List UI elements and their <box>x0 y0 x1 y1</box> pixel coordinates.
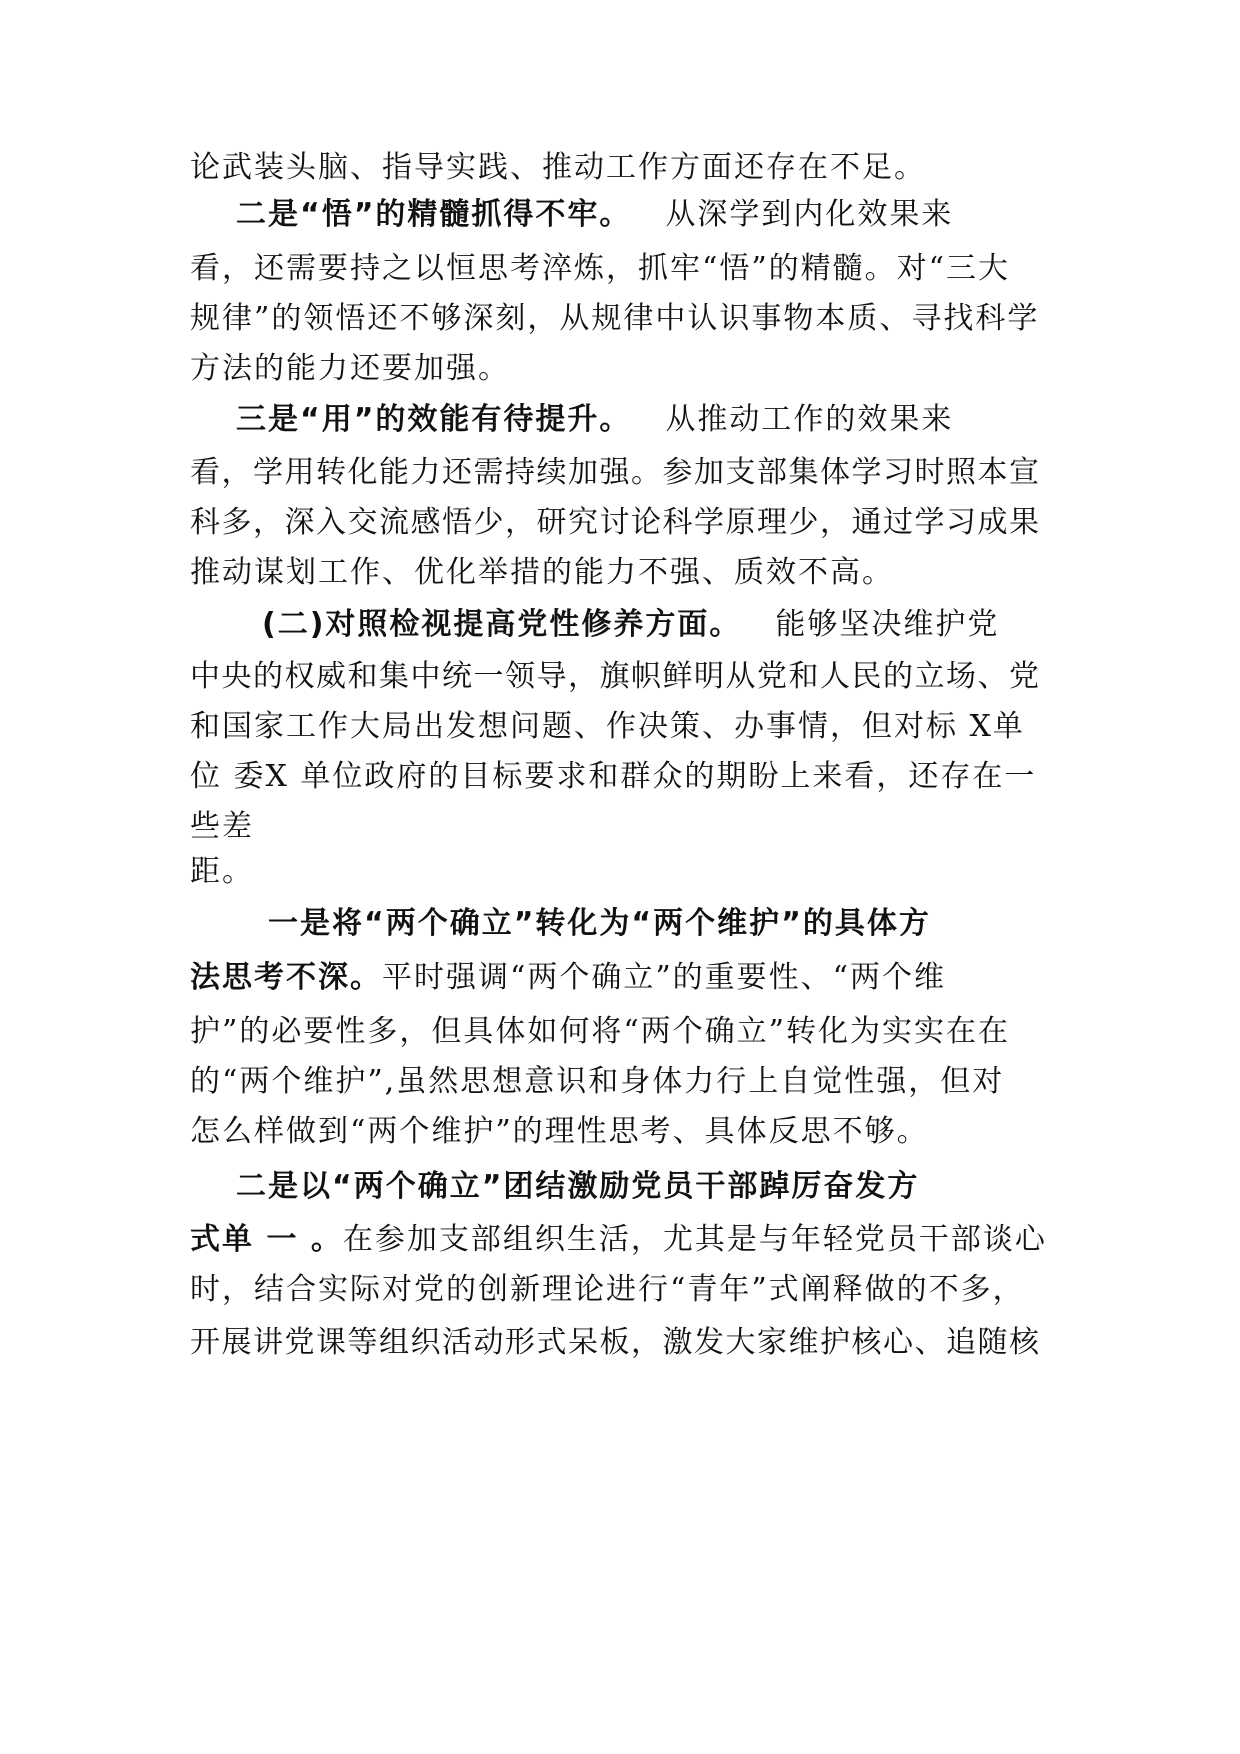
text-line: 看，还需要持之以恒思考淬炼，抓牢“悟”的精髓。对“三大 <box>190 251 1011 286</box>
paragraph-heading: 一是将“两个确立”转化为“两个维护”的具体方 <box>268 906 931 941</box>
text-line: 开展讲党课等组织活动形式呆板，激发大家维护核心、追随核 <box>190 1325 1041 1360</box>
text-line: 距。 <box>190 854 254 889</box>
text-line: 时，结合实际对党的创新理论进行“青年”式阐释做的不多， <box>190 1272 1025 1307</box>
text-line: 位 委X 单位政府的目标要求和群众的期盼上来看，还存在一 <box>190 759 1037 794</box>
paragraph-heading: 二是“悟”的精髓抓得不牢。 <box>236 197 632 232</box>
text-line: 些差 <box>190 809 254 844</box>
text-line: 中央的权威和集中统一领导，旗帜鲜明从党和人民的立场、党 <box>190 659 1041 694</box>
paragraph-heading-line: 三是“用”的效能有待提升。 从推动工作的效果来 <box>236 402 954 437</box>
text-line: 护”的必要性多，但具体如何将“两个确立”转化为实实在在 <box>190 1014 1011 1049</box>
section-heading: (二)对照检视提高党性修养方面。 <box>262 607 742 642</box>
section-heading-line: (二)对照检视提高党性修养方面。 能够坚决维护党 <box>262 607 1000 642</box>
paragraph-heading: 三是“用”的效能有待提升。 <box>236 402 632 437</box>
text-line: 规律”的领悟还不够深刻，从规律中认识事物本质、寻找科学 <box>190 301 1040 336</box>
paragraph-heading: 二是以“两个确立”团结激励党员干部踔厉奋发方 <box>236 1169 920 1204</box>
text-line: 和国家工作大局出发想问题、作决策、办事情，但对标 X单 <box>190 709 1025 744</box>
text-line: 看，学用转化能力还需持续加强。参加支部集体学习时照本宣 <box>190 455 1041 490</box>
text-line: 方法的能力还要加强。 <box>190 351 510 386</box>
paragraph-heading: 式单 一 。 <box>190 1222 343 1257</box>
text-line: 推动谋划工作、优化举措的能力不强、质效不高。 <box>190 555 894 590</box>
text-line: 的“两个维护”,虽然思想意识和身体力行上自觉性强，但对 <box>190 1064 1005 1099</box>
paragraph-heading: 法思考不深。 <box>190 960 382 995</box>
text-line: 法思考不深。平时强调“两个确立”的重要性、“两个维 <box>190 960 947 995</box>
text-line: 科多，深入交流感悟少，研究讨论科学原理少，通过学习成果 <box>190 505 1041 540</box>
paragraph-heading-line: 二是“悟”的精髓抓得不牢。 从深学到内化效果来 <box>236 197 954 232</box>
paragraph-heading-line <box>236 1167 919 1207</box>
paragraph-heading-line <box>268 904 931 944</box>
text-line: 论武装头脑、指导实践、推动工作方面还存在不足。 <box>190 150 926 185</box>
text-line: 怎么样做到“两个维护”的理性思考、具体反思不够。 <box>190 1114 929 1149</box>
text-line: 式单 一 。在参加支部组织生活，尤其是与年轻党员干部谈心 <box>190 1222 1047 1257</box>
